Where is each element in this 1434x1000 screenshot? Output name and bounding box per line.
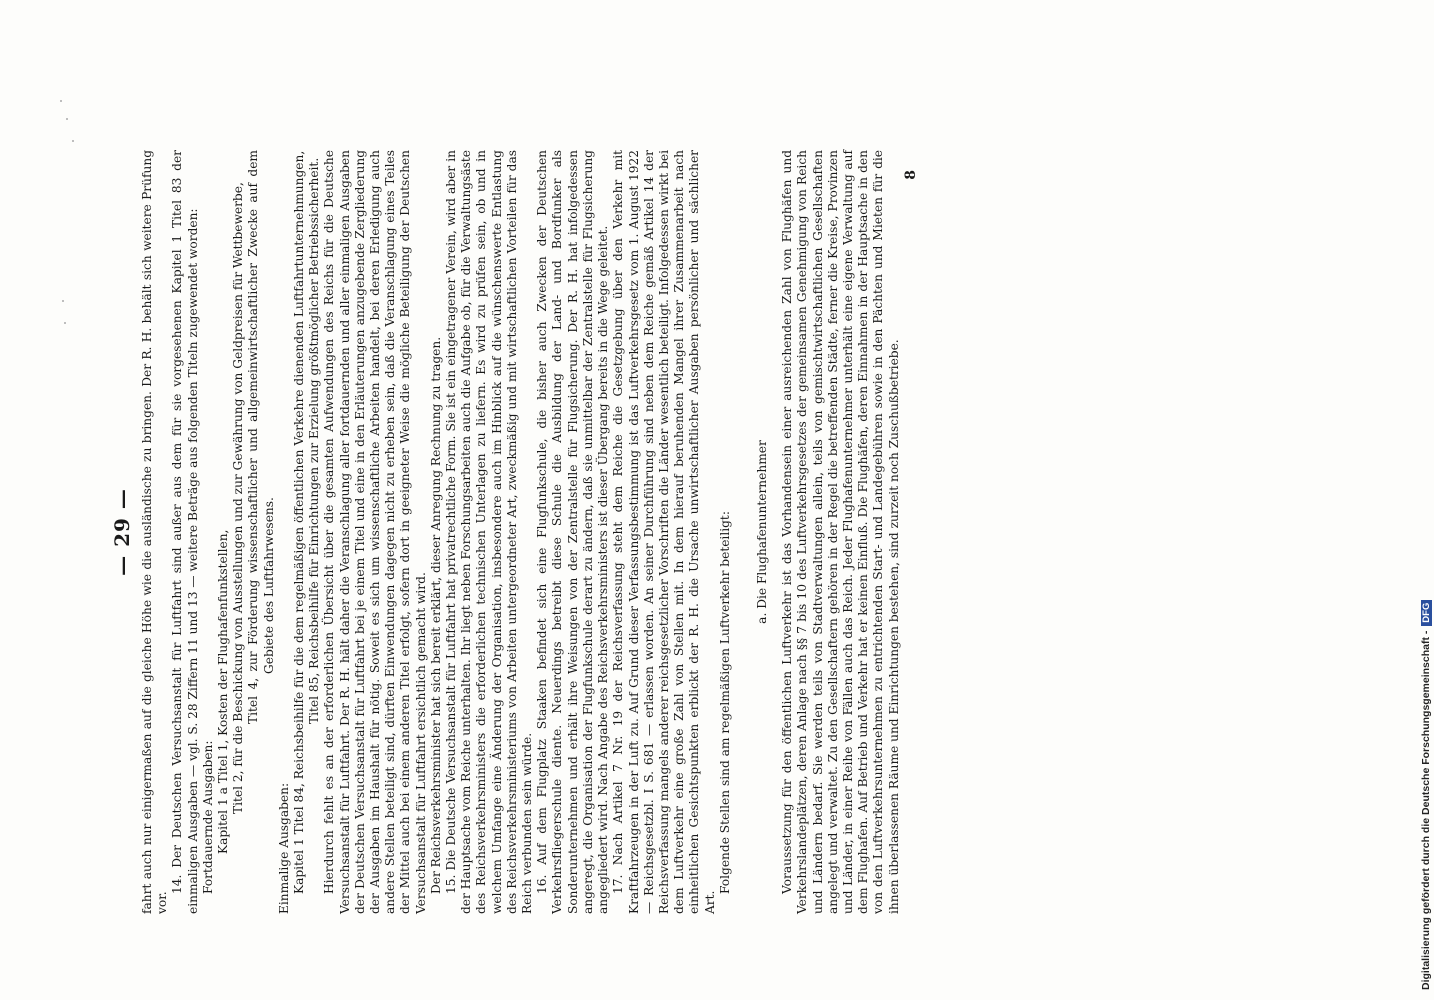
item-titel4: Titel 4, zur Förderung wissenschaftlicher und allgemeinwirtschaftlicher Zwecke auf dem Gebiete des Luftfahrwesens. xyxy=(246,150,276,724)
paragraph-intro: fahrt auch nur einigermaßen auf die gleiche Höhe wie die ausländische zu bringen. Der R. H. behält sich weitere Prüfung vor. xyxy=(140,150,170,914)
digitization-credit xyxy=(1420,10,1432,990)
item-kapitel1-titel84: Kapitel 1 Titel 84, Reichsbeihilfe für die dem regelmäßigen öffentlichen Verkehre dienenden Luftfahrtunternehmungen, xyxy=(292,150,307,894)
paragraph-14: 14. Der Deutschen Versuchsanstalt für Luftfahrt sind außer aus dem für sie vorgesehenen Kapitel 1 Titel 83 der einmaligen Ausgaben — vgl. S. 28 Ziffern 11 und 13 — weitere Beträge aus folgenden Titeln zugewendet worden: xyxy=(170,150,200,914)
paragraph-17: 17. Nach Artikel 7 Nr. 19 der Reichsverfassung steht dem Reiche die Gesetzgebung über den Verkehr mit Kraftfahrzeugen in der Luft zu. Auf Grund dieser Verfassungsbestimmung ist das Luftverkehrsgesetz vom 1. August 1922 — Reichsgesetzbl. I S. 681 — erlassen worden. An seiner Durchführung sind neben dem Reiche gemäß Artikel 14 der Reichsverfassung mangels anderer reichsgesetzlicher Vorschriften die Länder wesentlich beteiligt. Infolgedessen wirkt bei dem Luftverkehr eine große Zahl von Stellen mit. In dem hierauf beruhenden Mangel ihrer Zusammenarbeit nach einheitlichen Gesichtspunkten erblickt der R. H. die Ursache unwirtschaftlicher Ausgaben persönlicher und sächlicher Art. xyxy=(611,150,717,914)
paragraph-15: 15. Die Deutsche Versuchsanstalt für Luftfahrt hat privatrechtliche Form. Sie ist ein eingetragener Verein, wird aber in der Hauptsache vom Reiche unterhalten. Ihr liegt neben Forschungsarbeiten auch die Aufgabe ob, für die Verwaltungsäste des Reichsverkehrsministers die erforderlichen technischen Unterlagen zu liefern. Es wird zu prüfen sein, ob und in welchem Umfange eine Änderung der Organisation, insbesondere auch im Hinblick auf die wünschenswerte Entlastung des Reichsverkehrsministeriums von Arbeiten untergeordneter Art, zweckmäßig und mit wirtschaftlichen Vorteilen für das Reich verbunden sein würde. xyxy=(444,150,535,914)
paragraph-hierdurch: Hierdurch fehlt es an der erforderlichen Übersicht über die gesamten Aufwendungen des Reichs für die Deutsche Versuchsanstalt für Luftfahrt. Der R. H. hält daher die Veranschlagung aller fortdauernden und aller einmaligen Ausgaben der Deutschen Versuchsanstalt für Luftfahrt bei je einem Titel und eine in den Erläuterungen anzugebende Zergliederung der Ausgaben im Haushalt für nötig. Soweit es sich um wissenschaftliche Arbeiten handelt, bei deren Erledigung auch andere Stellen beteiligt sind, dürften Einwendungen dagegen nicht zu erheben sein, daß die Veranschlagung eines Teiles der Mittel auch bei einem anderen Titel erfolgt, sofern dort in geeigneter Weise die mögliche Beteiligung der Deutschen Versuchsanstalt für Luftfahrt ersichtlich gemacht wird. xyxy=(322,150,428,914)
scan-speck xyxy=(60,100,62,102)
section-heading: a. Die Flughafenunternehmer xyxy=(754,440,769,624)
item-titel85: Titel 85, Reichsbeihilfe für Einrichtungen zur Erzielung größtmöglicher Betriebssicherheit. xyxy=(307,157,322,724)
dfg-logo: DFG xyxy=(1421,600,1432,626)
paragraph-16: 16. Auf dem Flugplatz Staaken befindet sich eine Flugfunkschule, die bisher auch Zwecken der Deutschen Verkehrsfliegerschule diente. Neuerdings betreibt diese Schule die Ausbildung der Land- und Bordfunker als Sonderunternehmen und erhält ihre Weisungen von der Zentralstelle für Flugsicherung. Der R. H. hat infolgedessen angeregt, die Organisation der Flugfunkschule derart zu ändern, daß sie unmittelbar der Zentralstelle für Flugsicherung angegliedert wird. Nach Angabe des Reichsverkehrsministers ist dieser Übergang bereits in die Wege geleitet. xyxy=(535,150,611,914)
scan-speck xyxy=(66,118,68,120)
scan-speck xyxy=(64,322,66,324)
page-number: — 29 — xyxy=(110,488,134,576)
paragraph-reichsverkehrsminister: Der Reichsverkehrsminister hat sich bereit erklärt, dieser Anregung Rechnung zu tragen. xyxy=(428,336,443,894)
credit-text: Digitalisierung gefördert durch die Deutsche Forschungsgemeinschaft - xyxy=(1420,630,1432,990)
signature-mark: 8 xyxy=(902,170,919,180)
paragraph-voraussetzung: Voraussetzung für den öffentlichen Luftverkehr ist das Vorhandensein einer ausreichenden Zahl von Flughäfen und Verkehrslandeplätzen, deren Anlage nach §§ 7 bis 10 des Luftverkehrsgesetzes der gemeinsamen Genehmigung von Reich und Ländern bedarf. Sie werden teils von Stadtverwaltungen allein, teils von gemischtwirtschaftlichen Gesellschaften angelegt und verwaltet. Zu den Gesellschaftern gehören in der Regel die betreffenden Städte, ferner die Kreise, Provinzen und Länder, in einer Reihe von Fällen auch das Reich. Jeder Flughafenunternehmer unterhält eine eigene Verwaltung auf dem Flughafen. Auf Betrieb und Verkehr hat er keinen Einfluß. Die Flughäfen, deren Einnahmen in der Hauptsache in den von den Luftverkehrsunternehmen zu entrichtenden Start- und Landegebühren sowie in den Pächten und Mieten für die ihnen überlassenen Räume und Einrichtungen bestehen, sind zurzeit noch Zuschußbetriebe. xyxy=(780,150,901,914)
scan-speck xyxy=(72,140,74,142)
paragraph-folgende: Folgende Stellen sind am regelmäßigen Luftverkehr beteiligt: xyxy=(717,511,732,894)
rotated-text-block xyxy=(110,142,1320,922)
item-titel2: Titel 2, für die Beschickung von Ausstellungen und zur Gewährung von Geldpreisen für Wettbewerbe, xyxy=(231,182,246,814)
item-kapitel1a-titel1: Kapitel 1 a Titel 1, Kosten der Flughafenfunkstellen, xyxy=(216,529,231,854)
heading-einmalige: Einmalige Ausgaben: xyxy=(276,782,291,914)
scan-speck xyxy=(62,300,64,302)
heading-fortdauernde: Fortdauernde Ausgaben: xyxy=(200,740,215,894)
